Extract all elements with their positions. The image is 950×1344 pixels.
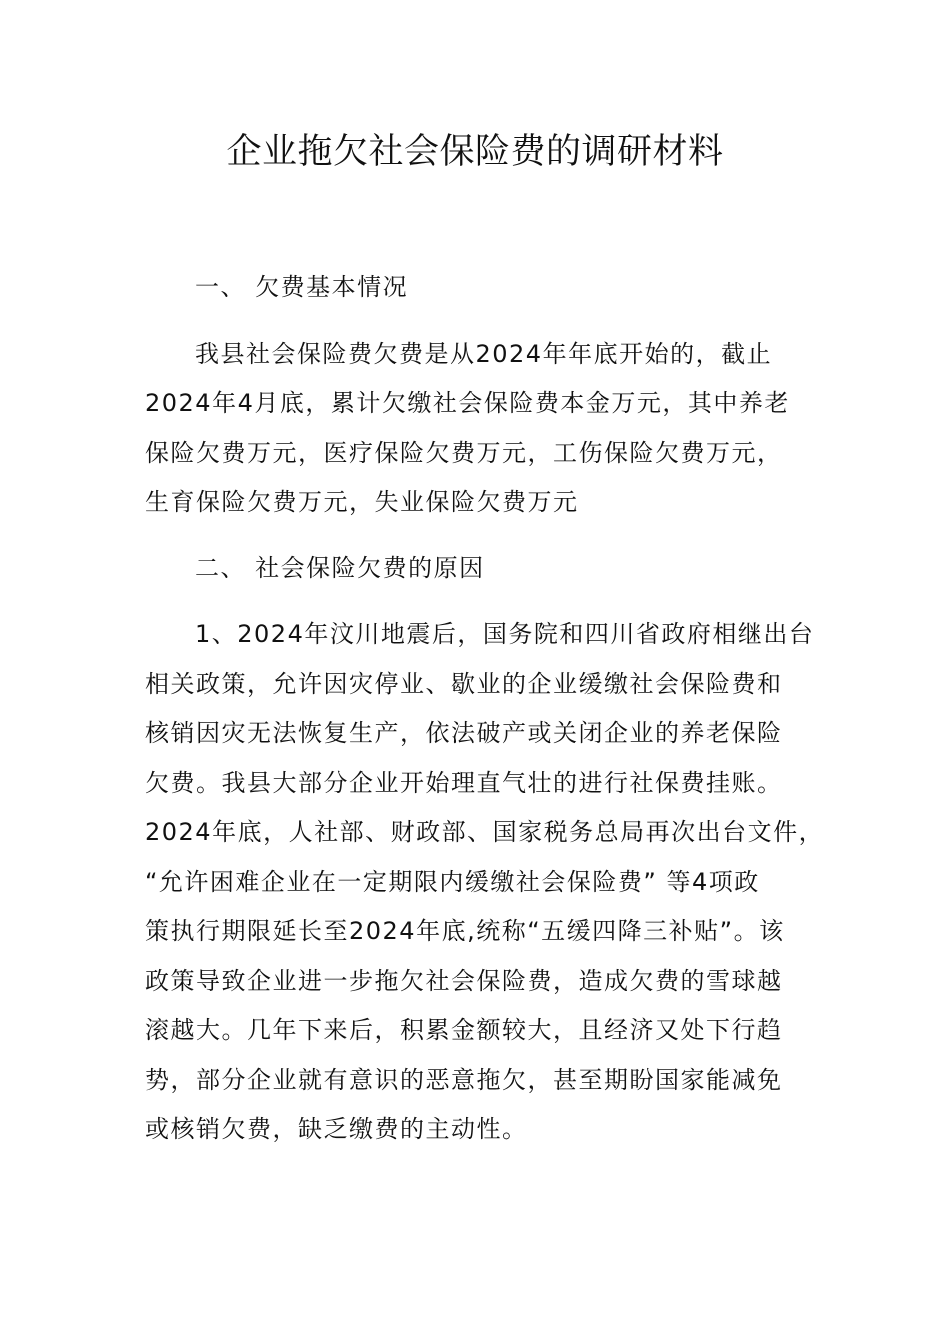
paragraph-line: 欠费。我县大部分企业开始理直气壮的进行社保费挂账。 xyxy=(145,769,783,797)
paragraph-line: 2024年4月底，累计欠缴社会保险费本金万元，其中养老 xyxy=(145,389,790,417)
paragraph-line: 保险欠费万元，医疗保险欠费万元，工伤保险欠费万元， xyxy=(145,439,783,467)
paragraph-line: 势，部分企业就有意识的恶意拖欠，甚至期盼国家能减免 xyxy=(145,1066,783,1094)
paragraph-line: 或核销欠费，缺乏缴费的主动性。 xyxy=(145,1115,528,1143)
paragraph-line: 1、2024年汶川地震后，国务院和四川省政府相继出台 xyxy=(195,620,815,648)
document-title: 企业拖欠社会保险费的调研材料 xyxy=(226,132,724,172)
paragraph-line: “允许困难企业在一定期限内缓缴社会保险费” 等4项政 xyxy=(145,868,760,896)
paragraph-line: 滚越大。几年下来后，积累金额较大，且经济又处下行趋 xyxy=(145,1016,783,1044)
paragraph-line: 相关政策，允许因灾停业、歇业的企业缓缴社会保险费和 xyxy=(145,670,783,698)
paragraph-line: 政策导致企业进一步拖欠社会保险费，造成欠费的雪球越 xyxy=(145,967,783,995)
paragraph-line: 生育保险欠费万元，失业保险欠费万元 xyxy=(145,488,579,516)
section-heading-1: 一、 欠费基本情况 xyxy=(195,273,409,301)
paragraph-line: 我县社会保险费欠费是从2024年年底开始的，截止 xyxy=(195,340,773,368)
paragraph-line: 核销因灾无法恢复生产，依法破产或关闭企业的养老保险 xyxy=(145,719,783,747)
section-heading-2: 二、 社会保险欠费的原因 xyxy=(195,554,485,582)
paragraph-line: 策执行期限延长至2024年底,统称“五缓四降三补贴”。该 xyxy=(145,917,785,945)
paragraph-line: 2024年底，人社部、财政部、国家税务总局再次出台文件， xyxy=(145,818,825,846)
